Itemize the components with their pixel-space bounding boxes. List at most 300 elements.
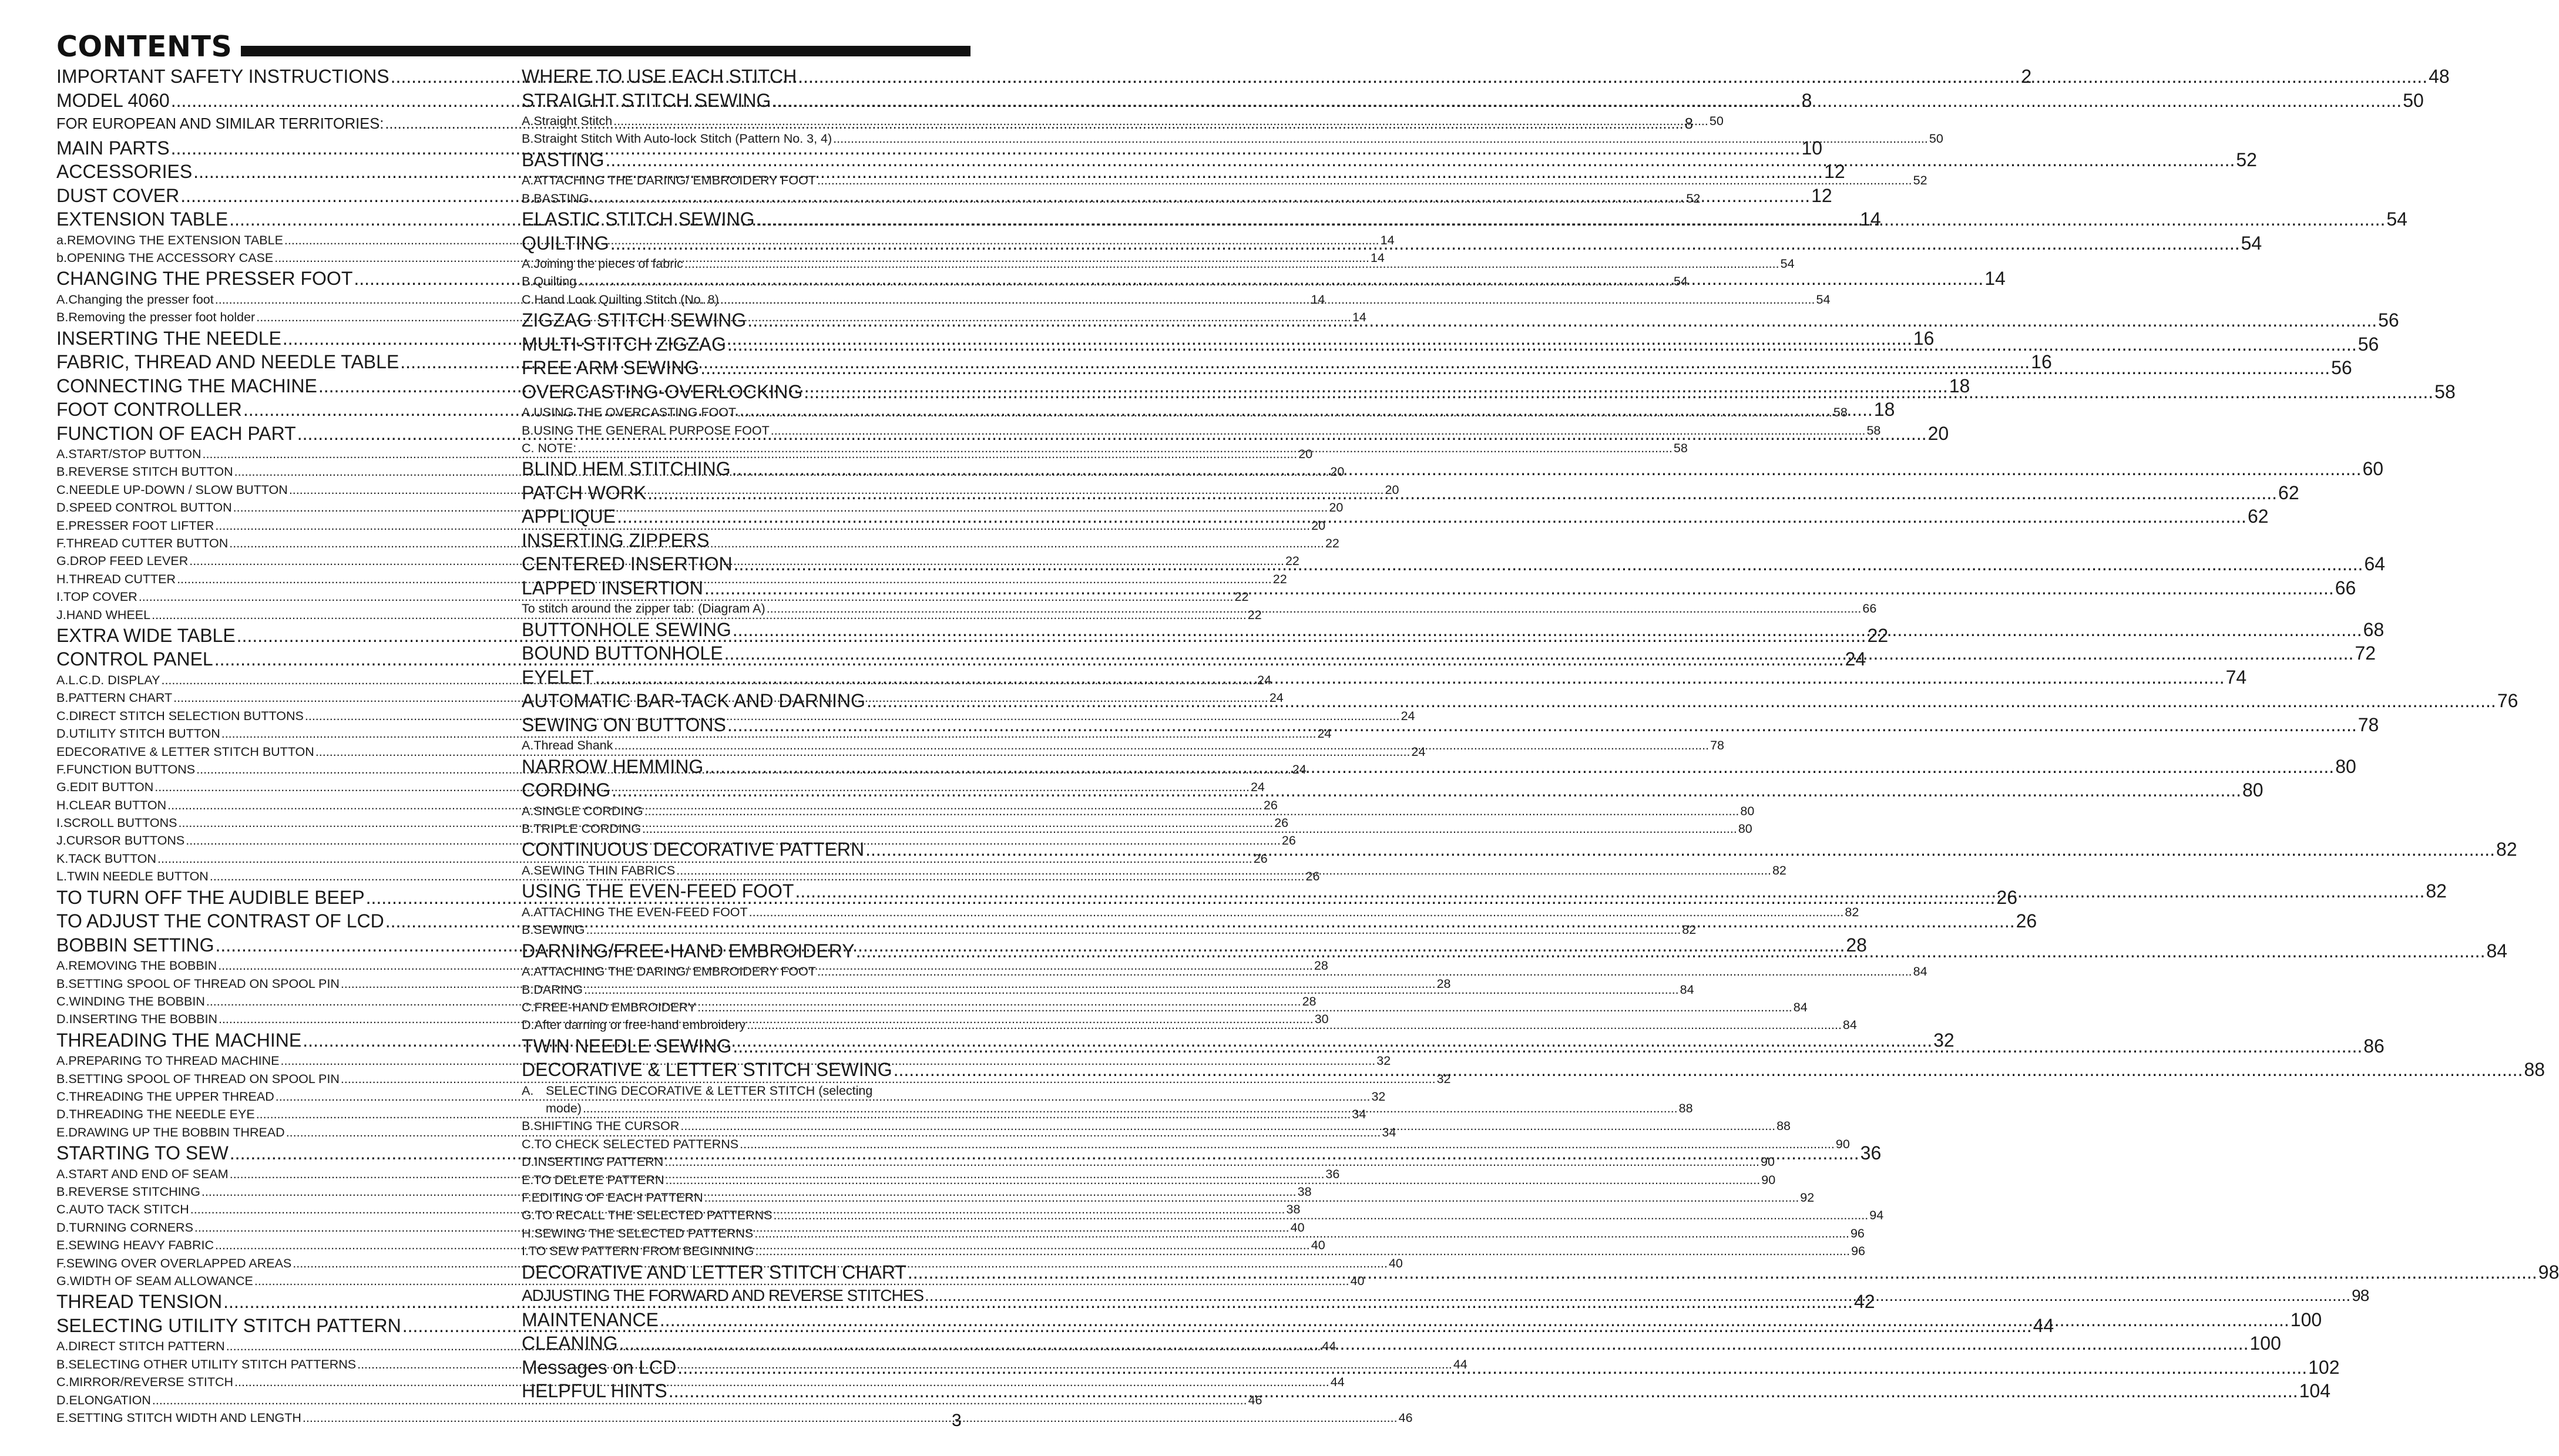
dot-leader xyxy=(856,939,2486,963)
toc-item-page: 38 xyxy=(1286,1202,1301,1217)
toc-item-letter: C. xyxy=(56,708,69,723)
toc-item-label: HAND WHEEL xyxy=(66,607,151,622)
toc-item-label: MIRROR/REVERSE STITCH xyxy=(69,1375,234,1390)
toc-item-label: THREAD CUTTER BUTTON xyxy=(66,536,229,551)
toc-item-page: 18 xyxy=(1873,399,1895,421)
toc-item-label: TWIN NEEDLE SEWING xyxy=(522,1035,732,1057)
toc-item-page: 86 xyxy=(2363,1035,2385,1057)
dot-leader xyxy=(642,820,1737,838)
toc-item-page: 84 xyxy=(1793,1000,1808,1014)
toc-subentry[interactable] xyxy=(522,1153,1775,1171)
toc-item-page: 102 xyxy=(2308,1356,2340,1378)
toc-item-page: 20 xyxy=(1329,500,1344,515)
toc-item-letter: B. xyxy=(522,423,534,438)
toc-item-page: 48 xyxy=(2429,66,2450,87)
toc-item-page: 32 xyxy=(1436,1071,1451,1086)
toc-item-label: START AND END OF SEAM xyxy=(68,1166,229,1181)
toc-item-label: THREADING THE UPPER THREAD xyxy=(69,1090,274,1104)
toc-item-letter: A. xyxy=(56,1339,69,1354)
toc-item-label: ELONGATION xyxy=(69,1393,151,1407)
dot-leader xyxy=(833,130,1928,147)
toc-item-label: CONNECTING THE MACHINE xyxy=(56,375,317,396)
toc-item-page: 50 xyxy=(2403,89,2424,111)
toc-item-letter: B. xyxy=(522,822,534,836)
toc-item-label: EXTENSION TABLE xyxy=(56,209,229,230)
title-rule xyxy=(241,46,970,56)
toc-item-page: 20 xyxy=(1330,465,1345,479)
toc-item-page: 100 xyxy=(2249,1333,2281,1354)
toc-item-page: 98 xyxy=(2538,1261,2559,1283)
toc-item-letter: B. xyxy=(56,310,69,325)
toc-item-page: 24 xyxy=(1411,744,1426,759)
toc-item-page: 14 xyxy=(1370,250,1385,265)
toc-item-page: 82 xyxy=(1845,904,1859,919)
toc-item-label: SCROLL BUTTONS xyxy=(63,816,177,830)
toc-item-letter: F. xyxy=(56,536,66,551)
toc-item-page: 84 xyxy=(1913,964,1927,979)
contents-header xyxy=(56,30,970,63)
dot-leader xyxy=(755,207,2385,231)
toc-item-page: 26 xyxy=(1263,798,1278,812)
toc-subentry[interactable] xyxy=(522,130,1943,147)
toc-subentry[interactable] xyxy=(56,517,1326,534)
toc-item-page: 26 xyxy=(1253,851,1268,866)
toc-item-label: SEWING xyxy=(533,923,585,937)
toc-item-page: 2 xyxy=(2021,66,2032,87)
dot-leader xyxy=(720,291,1815,308)
toc-item-page: 26 xyxy=(2016,910,2037,932)
toc-item-label: TOP COVER xyxy=(63,590,137,604)
toc-item-page: 78 xyxy=(1710,738,1725,753)
toc-item-page: 26 xyxy=(1996,886,2018,908)
toc-item-page: 74 xyxy=(2225,666,2247,688)
toc-subentry[interactable] xyxy=(522,1135,1850,1153)
toc-item-page: 66 xyxy=(2335,577,2356,598)
toc-subentry[interactable] xyxy=(56,499,1344,516)
toc-item-letter: I. xyxy=(56,590,63,604)
toc-item-label: Quilting xyxy=(533,274,577,289)
toc-item-label: OVERCASTING-OVERLOCKING xyxy=(522,381,803,402)
toc-item-page: 14 xyxy=(1311,292,1325,307)
dot-leader xyxy=(908,1260,2537,1284)
dot-leader xyxy=(747,308,2377,332)
toc-item-page: 22 xyxy=(1247,607,1262,622)
toc-item-label: SELECTING UTILITY STITCH PATTERN xyxy=(56,1314,401,1336)
dot-leader xyxy=(684,255,1779,273)
toc-subentry[interactable] xyxy=(522,190,1701,207)
toc-item-label: FREE ARM SEWING xyxy=(522,357,700,379)
toc-item-label: L.C.D. DISPLAY xyxy=(68,672,160,687)
toc-item-page: 22 xyxy=(1325,536,1339,551)
toc-item-letter: H. xyxy=(56,798,69,812)
toc-item-page: 18 xyxy=(1949,375,1970,396)
toc-item-letter: B. xyxy=(56,691,69,705)
toc-item-page: 92 xyxy=(1800,1191,1815,1205)
toc-item-page: 62 xyxy=(2278,482,2299,503)
toc-item-page: 32 xyxy=(1933,1029,1954,1051)
dot-leader xyxy=(734,552,2363,576)
toc-item-label: DARING xyxy=(533,982,583,997)
toc-item-page: 22 xyxy=(1285,554,1299,569)
toc-item-page: 88 xyxy=(2524,1059,2545,1081)
toc-item-page: 16 xyxy=(2031,351,2052,373)
dot-leader xyxy=(740,1135,1835,1153)
toc-section-heading[interactable] xyxy=(522,529,959,553)
toc-item-letter: B. xyxy=(56,465,69,479)
toc-item-page: 34 xyxy=(1382,1125,1396,1139)
toc-item-page: 22 xyxy=(1867,624,1889,646)
toc-subentry[interactable] xyxy=(56,725,1332,742)
toc-item-letter: B. xyxy=(56,1185,69,1199)
dot-leader xyxy=(647,481,2277,505)
toc-item-label: USING THE GENERAL PURPOSE FOOT xyxy=(533,423,770,438)
toc-item-page: 20 xyxy=(1311,518,1326,533)
toc-item-label: THREADING THE MACHINE xyxy=(56,1029,302,1051)
toc-item-page: 64 xyxy=(2364,553,2386,575)
toc-item-page: 24 xyxy=(1269,691,1284,705)
toc-item-label: SEWING HEAVY FABRIC xyxy=(68,1238,214,1253)
toc-item-letter: B. xyxy=(522,191,534,206)
toc-item-page: 58 xyxy=(1673,441,1688,456)
toc-item-letter: C. xyxy=(56,994,69,1008)
toc-item-page: 66 xyxy=(1862,601,1877,616)
toc-item-letter: A. xyxy=(522,257,534,271)
toc-item-page: 10 xyxy=(1801,137,1823,159)
dot-leader xyxy=(865,838,2495,862)
toc-subentry[interactable] xyxy=(522,903,1859,921)
toc-item-page: 84 xyxy=(1842,1018,1857,1033)
toc-item-page: 14 xyxy=(1860,209,1881,230)
toc-item-label: CLEAR BUTTON xyxy=(69,798,167,812)
dot-leader xyxy=(664,1153,1759,1171)
toc-item-label: SETTING STITCH WIDTH AND LENGTH xyxy=(68,1410,301,1425)
toc-item-letter: K. xyxy=(56,851,69,866)
dot-leader xyxy=(669,1379,2298,1403)
toc-item-page: 24 xyxy=(1317,727,1332,741)
toc-item-page: 40 xyxy=(1290,1220,1305,1235)
dot-leader xyxy=(733,1034,2362,1058)
toc-item-page: 82 xyxy=(2496,839,2517,860)
toc-item-page: 62 xyxy=(2247,506,2269,527)
toc-item-label: OPENING THE ACCESSORY CASE xyxy=(66,250,274,265)
toc-item-label: MULTI-STITCH ZIGZAG xyxy=(522,333,726,355)
toc-subentry[interactable] xyxy=(522,112,1724,130)
toc-item-label: FOR EUROPEAN AND SIMILAR TERRITORIES: xyxy=(56,116,384,132)
toc-item-page: 88 xyxy=(1678,1101,1693,1116)
toc-item-label: SEWING THE SELECTED PATTERNS xyxy=(534,1226,754,1240)
dot-leader xyxy=(617,505,2246,529)
toc-item-letter: H. xyxy=(56,571,69,586)
toc-item-page: 50 xyxy=(1929,132,1943,146)
toc-item-letter: C. xyxy=(56,482,69,497)
toc-item-letter: A. xyxy=(56,1166,69,1181)
toc-item-page: 28 xyxy=(1302,994,1317,1008)
toc-item-label: SHIFTING THE CURSOR xyxy=(533,1119,680,1134)
toc-item-label: DECORATIVE & LETTER STITCH BUTTON xyxy=(65,744,314,759)
toc-item-page: 80 xyxy=(1740,803,1755,818)
toc-item-label: TO DELETE PATTERN xyxy=(533,1172,664,1187)
toc-item-label: TRIPLE CORDING xyxy=(533,822,642,836)
toc-item-label: DIRECT STITCH PATTERN xyxy=(68,1339,225,1354)
toc-item-label: SINGLE CORDING xyxy=(533,803,643,818)
toc-item-page: 50 xyxy=(1709,114,1724,128)
toc-item-letter: C. xyxy=(522,1000,535,1014)
toc-item-label: Straight Stitch With Auto-lock Stitch (Pattern No. 3, 4) xyxy=(533,132,832,146)
toc-item-page: 28 xyxy=(1846,934,1867,956)
toc-item-page: 28 xyxy=(1314,959,1328,973)
page-title: CONTENTS xyxy=(56,30,233,63)
toc-item-page: 72 xyxy=(2355,643,2376,664)
toc-item-letter: a. xyxy=(56,233,67,247)
toc-item-page: 36 xyxy=(1860,1142,1882,1164)
toc-item-page: 58 xyxy=(2434,381,2456,402)
toc-item-label: ELASTIC STITCH SEWING xyxy=(522,209,755,230)
toc-item-letter: B. xyxy=(56,976,69,991)
toc-section-entry[interactable] xyxy=(522,89,2424,113)
toc-item-letter: A. xyxy=(56,292,69,307)
dot-leader xyxy=(727,332,2357,357)
toc-item-letter: B. xyxy=(56,1071,69,1086)
toc-item-label: FUNCTION OF EACH PART xyxy=(56,422,296,444)
toc-item-letter: D. xyxy=(522,1155,535,1169)
toc-item-page: 58 xyxy=(1833,405,1848,420)
dot-leader xyxy=(925,1284,2350,1308)
toc-item-page: 46 xyxy=(1398,1410,1413,1425)
toc-item-label: CURSOR BUTTONS xyxy=(66,833,185,848)
toc-item-letter: D. xyxy=(522,1018,535,1033)
toc-item-letter: E. xyxy=(56,1410,69,1425)
toc-item-page: 42 xyxy=(1853,1291,1875,1313)
toc-item-page: 12 xyxy=(1811,184,1832,206)
toc-item-page: 40 xyxy=(1311,1238,1325,1253)
toc-item-label: BASTING xyxy=(533,191,589,206)
toc-item-letter: A. xyxy=(522,738,534,753)
dot-leader xyxy=(666,1171,1761,1189)
dot-leader xyxy=(894,1058,2523,1082)
toc-item-page: 104 xyxy=(2299,1380,2331,1402)
toc-item-letter: A. xyxy=(56,447,69,462)
toc-item-label: SEWING OVER OVERLAPPED AREAS xyxy=(66,1256,292,1270)
toc-item-letter: I. xyxy=(522,1244,529,1259)
toc-item-page: 56 xyxy=(2331,357,2352,379)
toc-item-label-cont: mode) xyxy=(546,1101,582,1116)
toc-item-page: 90 xyxy=(1835,1136,1850,1151)
toc-item-label: DECORATIVE & LETTER STITCH SEWING xyxy=(522,1059,892,1081)
toc-item-label: TO TURN OFF THE AUDIBLE BEEP xyxy=(56,886,365,908)
toc-item-label: USING THE OVERCASTING FOOT xyxy=(533,405,737,420)
toc-item-page: 76 xyxy=(2497,690,2518,712)
toc-item-letter: A. xyxy=(522,803,534,818)
toc-item-page: 94 xyxy=(1869,1208,1884,1223)
page-number: 3 xyxy=(952,1411,962,1430)
toc-item-letter: A. xyxy=(56,959,69,973)
toc-item-page: 78 xyxy=(2357,714,2379,735)
toc-item-letter: D. xyxy=(56,1107,69,1122)
toc-subentry[interactable] xyxy=(522,403,1848,421)
toc-item-letter: A. xyxy=(522,405,534,420)
toc-item-letter: E xyxy=(56,744,65,759)
toc-item-label: TURNING CORNERS xyxy=(69,1220,193,1235)
toc-item-page: 54 xyxy=(2386,209,2407,230)
toc-item-label: SEWING THIN FABRICS xyxy=(533,863,676,877)
toc-item-page: 20 xyxy=(1385,482,1399,497)
dot-leader xyxy=(577,439,1673,457)
dot-leader xyxy=(586,921,1681,939)
toc-item-page: 20 xyxy=(1927,422,1949,444)
toc-item-letter: A. xyxy=(522,173,534,188)
toc-section-entry[interactable] xyxy=(522,65,2450,89)
toc-item-label: HELPFUL HINTS xyxy=(522,1380,667,1402)
dot-leader xyxy=(754,1225,1849,1242)
dot-leader xyxy=(577,273,1673,290)
toc-item-label: MAIN PARTS xyxy=(56,137,170,159)
toc-subentry[interactable] xyxy=(56,1409,1413,1427)
toc-item-letter: J. xyxy=(56,607,66,622)
toc-item-label: STRAIGHT STITCH SEWING xyxy=(522,89,771,111)
toc-item-label: SELECTING DECORATIVE & LETTER STITCH (selecting xyxy=(546,1083,873,1098)
toc-item-page: 96 xyxy=(1850,1226,1865,1240)
toc-item-label: DROP FEED LEVER xyxy=(69,554,189,569)
toc-item-label: MODEL 4060 xyxy=(56,89,170,111)
toc-subentry[interactable] xyxy=(56,850,1268,867)
toc-item-letter: J. xyxy=(56,833,66,848)
toc-item-label: THREADING THE NEEDLE EYE xyxy=(69,1107,255,1122)
toc-subentry-line xyxy=(522,1082,959,1099)
dot-leader xyxy=(704,1189,1799,1206)
toc-item-page: 54 xyxy=(1816,292,1831,307)
toc-item-label: INSERTING PATTERN xyxy=(534,1155,664,1169)
dot-leader xyxy=(704,576,2334,600)
toc-item-letter: D. xyxy=(56,500,69,515)
toc-item-label: Joining the pieces of fabric xyxy=(533,257,683,271)
toc-item-label: EXTRA WIDE TABLE xyxy=(56,624,236,646)
toc-item-letter: G. xyxy=(56,1274,70,1289)
dot-leader xyxy=(732,457,2362,481)
dot-leader xyxy=(755,1242,1850,1260)
toc-item-page: 58 xyxy=(1866,423,1881,438)
toc-item-label: BASTING xyxy=(522,149,605,170)
toc-subentry[interactable] xyxy=(522,273,1688,290)
toc-item-label: BLIND HEM STITCHING xyxy=(522,458,731,480)
toc-item-label: USING THE EVEN-FEED FOOT xyxy=(522,880,794,902)
toc-subentry[interactable] xyxy=(56,832,1296,849)
toc-item-label: Messages on LCD xyxy=(522,1356,677,1378)
toc-item-page: 52 xyxy=(1913,173,1927,188)
toc-subentry[interactable] xyxy=(522,921,1697,939)
toc-item-page: 80 xyxy=(2242,779,2264,801)
toc-item-label: INSERTING THE BOBBIN xyxy=(69,1012,217,1027)
toc-item-page: 8 xyxy=(1801,89,1812,111)
toc-item-page: 96 xyxy=(1851,1244,1866,1259)
dot-leader xyxy=(612,778,2241,802)
toc-item-label: To stitch around the zipper tab: (Diagram A) xyxy=(522,601,765,616)
toc-subentry[interactable] xyxy=(56,588,1249,606)
toc-item-label: STARTING TO SEW xyxy=(56,1142,229,1164)
toc-item-label: INSERTING THE NEEDLE xyxy=(56,327,281,349)
toc-item-page: 90 xyxy=(1761,1155,1775,1169)
toc-item-label: BOUND BUTTONHOLE xyxy=(522,643,723,664)
toc-item-label: CONTINUOUS DECORATIVE PATTERN xyxy=(522,839,865,860)
toc-item-letter: F. xyxy=(56,1256,66,1270)
toc-item-page: 52 xyxy=(2236,149,2257,170)
toc-item-page: 22 xyxy=(1272,571,1287,586)
toc-item-letter: B. xyxy=(522,982,534,997)
toc-item-page: 32 xyxy=(1371,1090,1386,1104)
toc-item-label: SEWING ON BUTTONS xyxy=(522,714,726,735)
toc-item-page: 60 xyxy=(2362,458,2384,480)
toc-item-label: TWIN NEEDLE BUTTON xyxy=(66,869,209,884)
toc-item-label: CORDING xyxy=(522,779,611,801)
toc-item-page: 26 xyxy=(1305,869,1320,884)
toc-item-label: PRESSER FOOT LIFTER xyxy=(68,518,214,533)
toc-item-letter: D. xyxy=(56,1012,69,1027)
toc-item-letter: E. xyxy=(522,1172,534,1187)
dot-leader xyxy=(727,713,2357,737)
toc-item-page: 24 xyxy=(1257,672,1272,687)
toc-item-page: 32 xyxy=(1376,1054,1391,1068)
toc-item-page: 40 xyxy=(1388,1256,1403,1270)
toc-item-letter: C. xyxy=(56,1375,69,1390)
toc-item-page: 44 xyxy=(1330,1375,1345,1390)
toc-item-page: 36 xyxy=(1325,1166,1340,1181)
toc-item-label: Removing the presser foot holder xyxy=(68,310,256,325)
toc-item-page: 54 xyxy=(1673,274,1688,289)
toc-item-letter: A. xyxy=(522,904,534,919)
toc-item-letter: E. xyxy=(56,1238,69,1253)
dot-leader xyxy=(771,422,1866,439)
toc-item-label: WHERE TO USE EACH STITCH xyxy=(522,66,797,87)
toc-item-label: EYELET xyxy=(522,666,594,688)
toc-item-letter: C. xyxy=(522,1136,535,1151)
dot-leader xyxy=(774,1206,1869,1224)
dot-leader xyxy=(747,1016,1842,1034)
toc-item-label: EDIT BUTTON xyxy=(69,780,154,795)
dot-leader xyxy=(767,600,1862,617)
toc-item-label: LAPPED INSERTION xyxy=(522,577,703,598)
toc-item-page: 54 xyxy=(2241,232,2262,254)
toc-subentry[interactable] xyxy=(522,422,1881,439)
toc-item-label: WINDING THE BOBBIN xyxy=(69,994,205,1008)
toc-item-label: TO ADJUST THE CONTRAST OF LCD xyxy=(56,910,384,932)
toc-item-label: ATTACHING THE DARING/ EMBROIDERY FOOT xyxy=(533,964,816,979)
toc-item-letter: B. xyxy=(522,923,534,937)
toc-item-page: 80 xyxy=(1738,822,1752,836)
dot-leader xyxy=(817,172,1912,189)
toc-item-page: 24 xyxy=(1845,648,1866,670)
dot-leader xyxy=(749,903,1844,921)
toc-item-label: IMPORTANT SAFETY INSTRUCTIONS xyxy=(56,66,389,87)
dot-leader xyxy=(595,665,2225,690)
toc-item-page: 84 xyxy=(2486,940,2508,961)
toc-item-page: 90 xyxy=(1761,1172,1776,1187)
dot-leader xyxy=(704,755,2334,779)
toc-item-page: 98 xyxy=(2352,1286,2369,1305)
toc-item-page: 24 xyxy=(1401,708,1415,723)
toc-item-page: 20 xyxy=(1298,447,1313,462)
toc-item-page: 8 xyxy=(1684,116,1693,132)
toc-item-page: 38 xyxy=(1297,1185,1312,1199)
toc-item-label: ATTACHING THE EVEN-FEED FOOT xyxy=(533,904,748,919)
toc-item-page: 56 xyxy=(2357,333,2379,355)
dot-leader xyxy=(610,231,2240,255)
toc-item-label: ADJUSTING THE FORWARD AND REVERSE STITCHES xyxy=(522,1286,924,1305)
toc-item-label: DARNING/FREE-HAND EMBROIDERY xyxy=(522,940,855,961)
toc-item-page: 88 xyxy=(1776,1119,1791,1134)
toc-item-letter: C. NOTE: xyxy=(522,441,577,456)
toc-subentry[interactable] xyxy=(522,172,1927,189)
toc-item-letter: C. xyxy=(56,1202,69,1217)
toc-item-page: 30 xyxy=(1314,1012,1329,1027)
